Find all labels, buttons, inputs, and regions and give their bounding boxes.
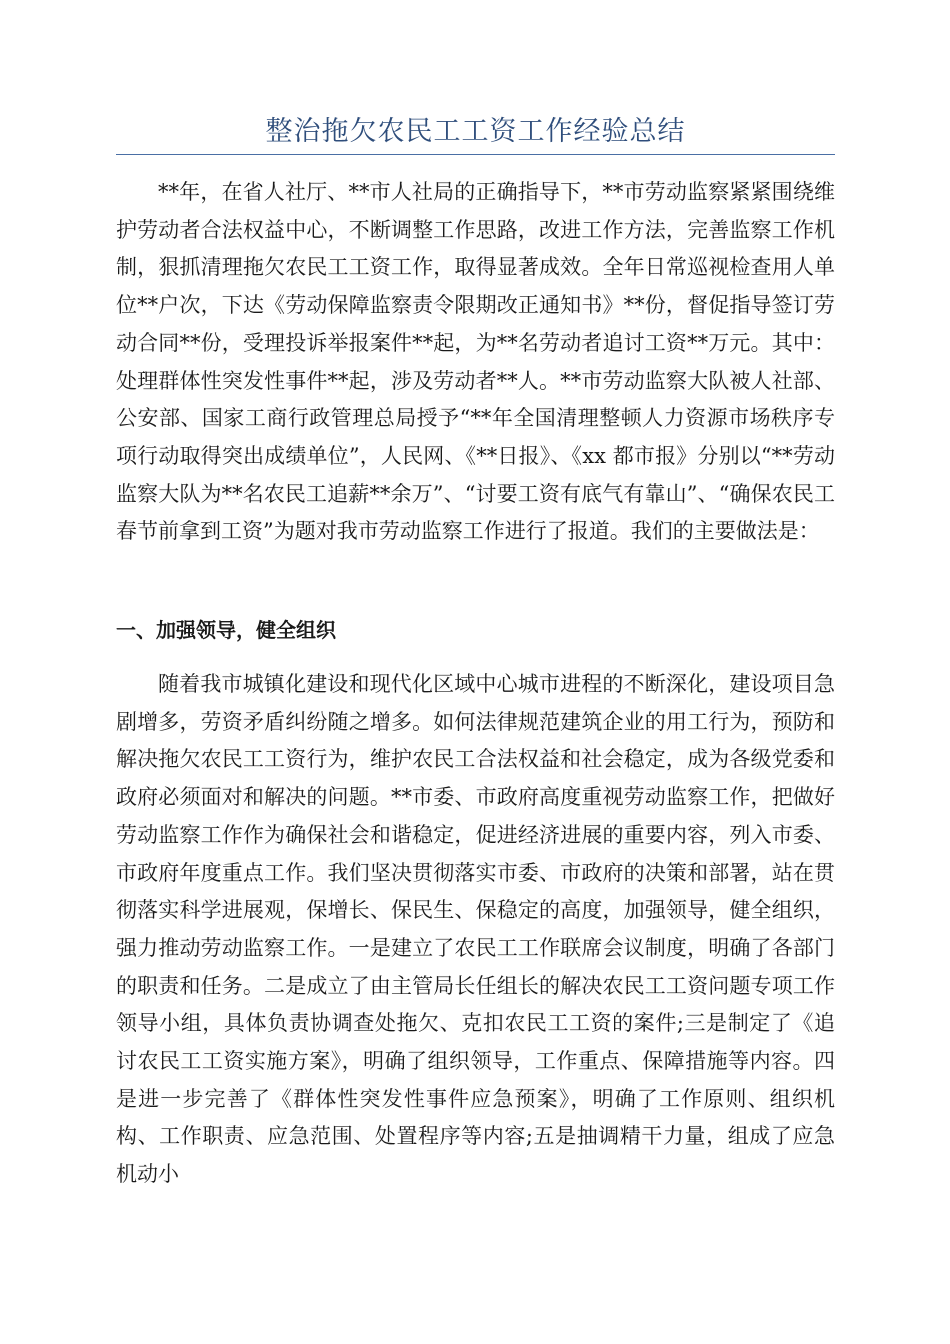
paragraph-text: **年，在省人社厅、**市人社局的正确指导下，**市劳动监察紧紧围绕维护劳动者合法权益中心，不断调整工作思路，改进工作方法，完善监察工作机制，狠抓清理拖欠农民工工资工作，取得显著成效。全年日常巡视检查用人单位**户次，下达《劳动保障监察责令限期改正通知书》**份，督促指导签订劳动合同**份，受理投诉举报案件**起，为**名劳动者追讨工资**万元。其中：处理群体性突发性事件**起，涉及劳动者**人。**市劳动监察大队被人社部、公安部、国家工商行政管理总局授予“**年全国清理整顿人力资源市场秩序专项行动取得突出成绩单位”，人民网、《**日报》、《xx 都市报》分别以“**劳动监察大队为**名农民工追薪**余万”、“讨要工资有底气有靠山”、“确保农民工春节前拿到工资”为题对我市劳动监察工作进行了报道。我们的主要做法是： [116, 180, 835, 544]
title-underline [116, 154, 835, 155]
paragraph-text: 随着我市城镇化建设和现代化区域中心城市进程的不断深化，建设项目急剧增多，劳资矛盾纠纷随之增多。如何法律规范建筑企业的用工行为，预防和解决拖欠农民工工资行为，维护农民工合法权益和社会稳定，成为各级党委和政府必须面对和解决的问题。**市委、市政府高度重视劳动监察工作，把做好劳动监察工作作为确保社会和谐稳定，促进经济进展的重要内容，列入市委、市政府年度重点工作。我们坚决贯彻落实市委、市政府的决策和部署，站在贯彻落实科学进展观，保增长、保民生、保稳定的高度，加强领导，健全组织，强力推动劳动监察工作。一是建立了农民工工作联席会议制度，明确了各部门的职责和任务。二是成立了由主管局长任组长的解决农民工工资问题专项工作领导小组，具体负责协调查处拖欠、克扣农民工工资的案件;三是制定了《追讨农民工工资实施方案》，明确了组织领导，工作重点、保障措施等内容。四是进一步完善了《群体性突发性事件应急预案》，明确了工作原则、组织机构、工作职责、应急范围、处置程序等内容;五是抽调精干力量，组成了应急机动小 [116, 672, 835, 1187]
paragraph-section-one [116, 666, 835, 1194]
section-heading: 一、加强领导，健全组织 [116, 618, 336, 642]
document-title: 整治拖欠农民工工资工作经验总结 [265, 116, 686, 147]
paragraph-intro [116, 174, 835, 551]
